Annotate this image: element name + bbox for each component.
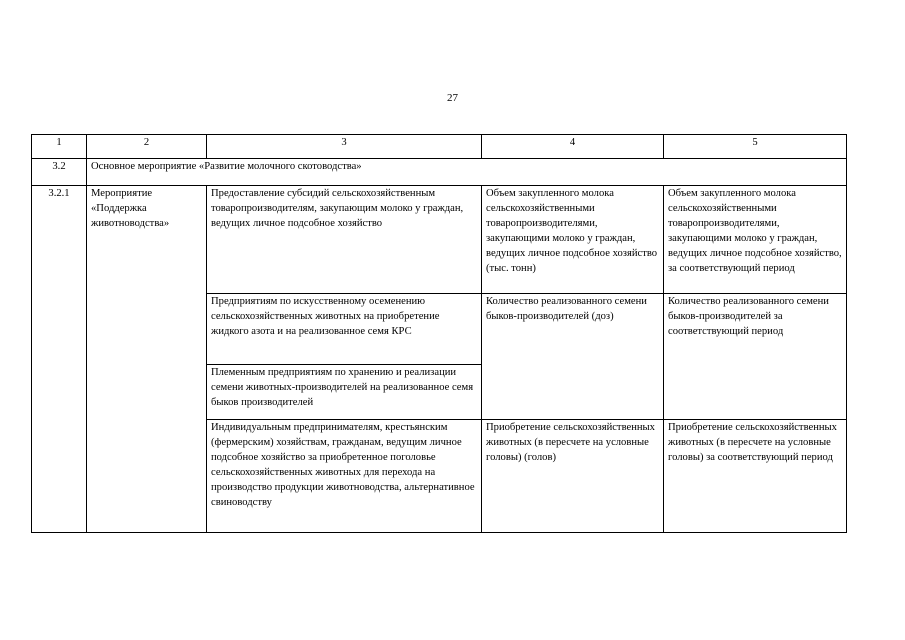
section-number: 3.2 xyxy=(32,159,87,186)
section-title: Основное мероприятие «Развитие молочного скотоводства» xyxy=(87,159,847,186)
measure-number: 3.2.1 xyxy=(32,186,87,533)
row-description: Предоставление субсидий сельскохозяйственным товаропроизводителям, закупающим молоко у граждан, ведущих личное подсобное хозяйство xyxy=(207,186,482,294)
section-row xyxy=(32,159,847,186)
header-cell: 1 xyxy=(32,135,87,159)
measure-name: Мероприятие «Поддержка животноводства» xyxy=(87,186,207,533)
row-indicator: Приобретение сельскохозяйственных животных (в пересчете на условные головы) (голов) xyxy=(482,420,664,533)
header-cell: 4 xyxy=(482,135,664,159)
table-header-row xyxy=(32,135,847,159)
row-indicator: Количество реализованного семени быков-производителей (доз) xyxy=(482,294,664,420)
row-description: Племенным предприятиям по хранению и реализации семени животных-производителей на реализованное семя быков производителей xyxy=(207,365,482,420)
table-row xyxy=(32,186,847,294)
row-description: Предприятиям по искусственному осеменению сельскохозяйственных животных на приобретение жидкого азота и на реализованное семя КРС xyxy=(207,294,482,365)
header-cell: 2 xyxy=(87,135,207,159)
program-table xyxy=(31,134,847,533)
row-indicator: Объем закупленного молока сельскохозяйственными товаропроизводителями, закупающими молоко у граждан, ведущих личное подсобное хозяйство (тыс. тонн) xyxy=(482,186,664,294)
row-indicator-period: Объем закупленного молока сельскохозяйственными товаропроизводителями, закупающими молоко у граждан, ведущих личное подсобное хозяйство, за соответствующий период xyxy=(664,186,847,294)
header-cell: 5 xyxy=(664,135,847,159)
row-indicator-period: Приобретение сельскохозяйственных животных (в пересчете на условные головы) за соответствующий период xyxy=(664,420,847,533)
page-number: 27 xyxy=(447,92,458,104)
row-description: Индивидуальным предпринимателям, крестьянским (фермерским) хозяйствам, гражданам, ведущим личное подсобное хозяйство за приобретенное поголовье сельскохозяйственных животных для перехода на производство продукции животноводства, альтернативное свиноводству xyxy=(207,420,482,533)
row-indicator-period: Количество реализованного семени быков-производителей за соответствующий период xyxy=(664,294,847,420)
header-cell: 3 xyxy=(207,135,482,159)
